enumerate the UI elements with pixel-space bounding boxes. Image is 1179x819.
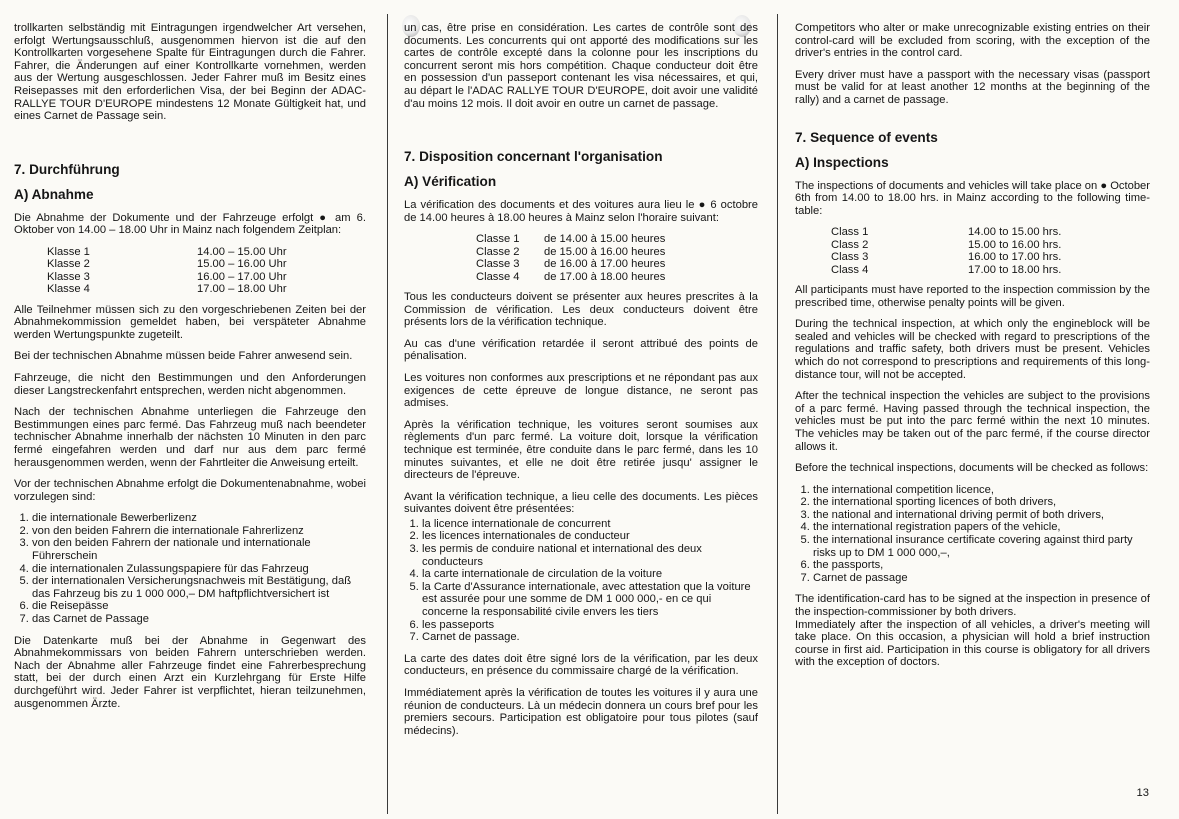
english-column (795, 22, 1150, 779)
schedule-time: 17.00 to 18.00 hrs. (968, 263, 1062, 276)
list-item: 1. die internationale Bewerberlizenz (32, 512, 366, 525)
list-item: 4. the international registration papers of the vehicle, (813, 521, 1150, 534)
list-item: 2. von den beiden Fahrern die internationale Fahrerlizenz (32, 525, 366, 538)
french-schedule-intro: La vérification des documents et des voitures aura lieu le ● 6 octobre de 14.00 heures à 18.00 heures à Mainz selon l'horaire suivant: (404, 199, 758, 224)
french-schedule-table (476, 233, 665, 283)
list-item: 7. das Carnet de Passage (32, 613, 366, 626)
german-sub-title: A) Abnahme (14, 186, 94, 202)
column-divider-right (777, 14, 778, 814)
english-sub-title: A) Inspections (795, 154, 889, 170)
schedule-time: 14.00 – 15.00 Uhr (197, 245, 287, 258)
english-paragraph: Immediately after the inspection of all vehicles, a driver's meeting will take place. On this occasion, a physician will hold a brief instruction course in first aid. Participation in this course is obligatory for all drivers with the exception of doctors. (795, 618, 1150, 669)
schedule-time: 16.00 – 17.00 Uhr (197, 270, 287, 283)
french-column (404, 22, 758, 779)
schedule-time: de 15.00 à 16.00 heures (544, 245, 666, 258)
list-item: 2. les licences internationales de conducteur (422, 530, 758, 543)
german-paragraph: Alle Teilnehmer müssen sich zu den vorgeschriebenen Zeiten bei der Abnahmekommission gemeldet haben, bei verspäteter Abnahme werden Wertungspunkte zugeteilt. (14, 303, 366, 341)
table-row (476, 258, 665, 270)
list-item: 7. Carnet de passage. (422, 631, 758, 644)
english-paragraph: After the technical inspection the vehicles are subject to the provisions of a parc fermé. Having passed through the technical inspection, the vehicles must be put into the parc fermé within the next 10 minutes. The vehicles may be taken out of the parc fermé, if the course director allows it. (795, 390, 1150, 453)
list-item: 6. the passports, (813, 559, 1150, 572)
schedule-class: Klasse 4 (47, 283, 90, 296)
english-paragraph: During the technical inspection, at which only the engineblock will be sealed and vehicles will be checked with regard to prescriptions of the regulations and traffic safety, both drivers must be present. Vehicles which do not correspond to prescriptions and requirements of this long-distance tour, will not be accepted. (795, 318, 1150, 381)
german-paragraph: Vor der technischen Abnahme erfolgt die Dokumentenabnahme, wobei vorzulegen sind: (14, 478, 366, 503)
table-row (47, 283, 287, 295)
schedule-class: Klasse 2 (47, 258, 90, 271)
french-paragraph: Immédiatement après la vérification de toutes les voitures il y aura une réunion de conducteurs. Là un médecin donnera un cours bref pour les premiers secours. Participation est obligatoire pour tous pilotes (sauf médecins). (404, 687, 758, 737)
french-paragraph: La carte des dates doit être signé lors de la vérification, par les deux conducteurs, en présence du commissaire chargé de la vérification. (404, 652, 758, 678)
schedule-class: Class 1 (831, 226, 869, 239)
schedule-time: 17.00 – 18.00 Uhr (197, 283, 287, 296)
list-item: 6. les passeports (422, 619, 758, 632)
schedule-class: Classe 4 (476, 270, 520, 283)
english-document-list (795, 484, 1150, 585)
schedule-class: Classe 1 (476, 233, 520, 246)
list-item: 3. les permis de conduire national et international des deux conducteurs (422, 543, 758, 568)
page-number: 13 (1136, 787, 1149, 799)
french-section-title: 7. Disposition concernant l'organisation (404, 149, 663, 165)
german-document-list (14, 512, 366, 625)
table-row (47, 258, 287, 270)
german-paragraph: Fahrzeuge, die nicht den Bestimmungen und den Anforderungen dieser Langstreckenfahrt entsprechen, werden nicht abgenommen. (14, 371, 366, 397)
list-item: 1. the international competition licence, (813, 484, 1150, 497)
list-item: 6. die Reisepässe (32, 600, 366, 613)
german-column (14, 22, 366, 779)
schedule-class: Classe 2 (476, 245, 520, 258)
schedule-class: Classe 3 (476, 258, 520, 271)
english-section-title: 7. Sequence of events (795, 129, 938, 145)
schedule-time: 15.00 to 16.00 hrs. (968, 238, 1062, 251)
list-item: 7. Carnet de passage (813, 572, 1150, 585)
french-paragraph: Au cas d'une vérification retardée il seront attribué des points de pénalisation. (404, 337, 758, 363)
german-paragraph: Die Datenkarte muß bei der Abnahme in Gegenwart des Abnahmekommissars von beiden Fahrern unterschrieben werden. Nach der Abnahme aller Fahrzeuge findet eine Fahrerbesprechung statt, bei der durch einen Arzt ein Kurzlehrgang für Erste Hilfe durchgeführt wird. Jeder Fahrer ist verpflichtet, hieran teilzunehmen, ausgenommen Ärzte. (14, 634, 366, 710)
list-item: 3. von den beiden Fahrern der nationale und internationale Führerschein (32, 537, 366, 562)
schedule-time: 15.00 – 16.00 Uhr (197, 258, 287, 271)
french-paragraph: Tous les conducteurs doivent se présenter aux heures prescrites à la Commission de vérification. Les deux conducteurs doivent être présents lors de la vérification technique. (404, 290, 758, 329)
german-intro: trollkarten selbständig mit Eintragungen irgendwelcher Art versehen, erfolgt Wertungsausschluß, ausgenommen hiervon ist die auf den Kontrollkarten vorgesehene Spalte für Eintragungen durch die Fahrer. Fahrer, die Änderungen auf einer Kontrollkarte vornehmen, werden aus der Wertung ausgeschlossen. Jeder Fahrer muß im Besitz eines Reisepasses mit den erforderlichen Visa, der bei Beginn der ADAC-RALLYE TOUR D'EUROPE mindestens 12 Monate Gültigkeit hat, und eines Carnet de Passage sein. (14, 22, 366, 123)
schedule-time: de 16.00 à 17.00 heures (544, 258, 666, 271)
list-item: 4. la carte internationale de circulation de la voiture (422, 568, 758, 581)
german-paragraph: Bei der technischen Abnahme müssen beide Fahrer anwesend sein. (14, 350, 353, 363)
french-paragraph: Les voitures non conformes aux prescriptions et ne répondant pas aux exigences de cette épreuve de longue distance, ne seront pas admises. (404, 371, 758, 410)
english-intro: Every driver must have a passport with the necessary visas (passport must be valid for at least another 12 months at the beginning of the rally) and a carnet de passage. (795, 68, 1150, 106)
list-item: 3. the national and international driving permit of both drivers, (813, 509, 1150, 522)
list-item: 4. die internationalen Zulassungspapiere für das Fahrzeug (32, 563, 366, 576)
french-sub-title: A) Vérification (404, 174, 497, 190)
table-row (47, 271, 287, 283)
schedule-class: Klasse 1 (47, 245, 90, 258)
schedule-class: Class 3 (831, 251, 869, 264)
german-paragraph: Nach der technischen Abnahme unterliegen die Fahrzeuge den Bestimmungen eines parc fermé. Das Fahrzeug muß nach beendeter technischer Abnahme innerhalb der nächsten 10 Minuten in den parc fermé eingefahren werden und darf nur aus dem parc fermé herausgenommen werden, wenn der Fahrtleiter die Anweisung erteilt. (14, 406, 366, 469)
column-divider-left (387, 14, 388, 814)
list-item: 1. la licence internationale de concurrent (422, 518, 758, 531)
list-item: 2. the international sporting licences of both drivers, (813, 496, 1150, 509)
english-intro: Competitors who alter or make unrecognizable existing entries on their control-card will be excluded from scoring, with the exception of the driver's entries in the control card. (795, 22, 1150, 60)
schedule-time: de 17.00 à 18.00 heures (544, 270, 666, 283)
english-paragraph: The identification-card has to be signed at the inspection in presence of the inspection-commissioner by both drivers. (795, 593, 1150, 619)
table-row (476, 246, 665, 258)
table-row (476, 233, 665, 245)
french-paragraph: Avant la vérification technique, a lieu celle des documents. Les pièces suivantes doivent être présentées: (404, 490, 758, 516)
list-item: 5. der internationalen Versicherungsnachweis mit Bestätigung, daß das Fahrzeug bis zu 1 000 000,– DM haftpflichtversichert ist (32, 575, 366, 600)
list-item: 5. the international insurance certificate covering against third party risks up to DM 1 000 000,–, (813, 534, 1150, 559)
german-schedule-table (47, 246, 287, 296)
english-schedule-intro: The inspections of documents and vehicles will take place on ● October 6th from 14.00 to 18.00 hrs. in Mainz according to the following time-table: (795, 179, 1151, 217)
english-paragraph: All participants must have reported to the inspection commission by the prescribed time, otherwise penalty points will be given. (795, 283, 1150, 309)
french-intro: un cas, être prise en considération. Les cartes de contrôle sont des documents. Les concurrents qui ont apporté des modifications sur les cartes de contrôle excepté dans la colonne pour les inscriptions du concurrent seront mis hors compétition. Chaque conducteur doit être en possession d'un passeport contenant les visa nécessaires, et qui, au départ le l'ADAC RALLYE TOUR D'EUROPE, doit avoir une validité d'au moins 12 mois. Il doit avoir en outre un carnet de passage. (404, 22, 758, 110)
english-schedule-table (831, 226, 1061, 276)
schedule-class: Class 2 (831, 238, 869, 251)
schedule-time: de 14.00 à 15.00 heures (544, 233, 666, 246)
table-row (476, 271, 665, 283)
schedule-time: 14.00 to 15.00 hrs. (968, 226, 1062, 239)
table-row (831, 226, 1061, 238)
english-paragraph: Before the technical inspections, documents will be checked as follows: (795, 462, 1149, 475)
list-item: 5. la Carte d'Assurance internationale, avec attestation que la voiture est assurée pour une somme de DM 1 000 000,- en ce qui concerne la responsabilité civile envers les tiers (422, 581, 758, 619)
german-schedule-intro: Die Abnahme der Dokumente und der Fahrzeuge erfolgt ● am 6. Oktober von 14.00 – 18.00 Uhr in Mainz nach folgendem Zeitplan: (14, 211, 366, 237)
table-row (831, 264, 1061, 276)
french-paragraph: Après la vérification technique, les voitures seront soumises aux règlements d'un parc fermé. La voiture doit, lorsque la vérification technique est terminée, être conduite dans le parc fermé, dans les 10 minutes suivantes, et elle ne doit être retirée jusqu' assigner le directeurs de l'épreuve. (404, 418, 758, 482)
table-row (831, 251, 1061, 263)
french-document-list (404, 518, 758, 644)
schedule-class: Klasse 3 (47, 270, 90, 283)
german-section-title: 7. Durchführung (14, 161, 120, 177)
schedule-time: 16.00 to 17.00 hrs. (968, 251, 1062, 264)
table-row (47, 246, 287, 258)
schedule-class: Class 4 (831, 263, 869, 276)
table-row (831, 239, 1061, 251)
